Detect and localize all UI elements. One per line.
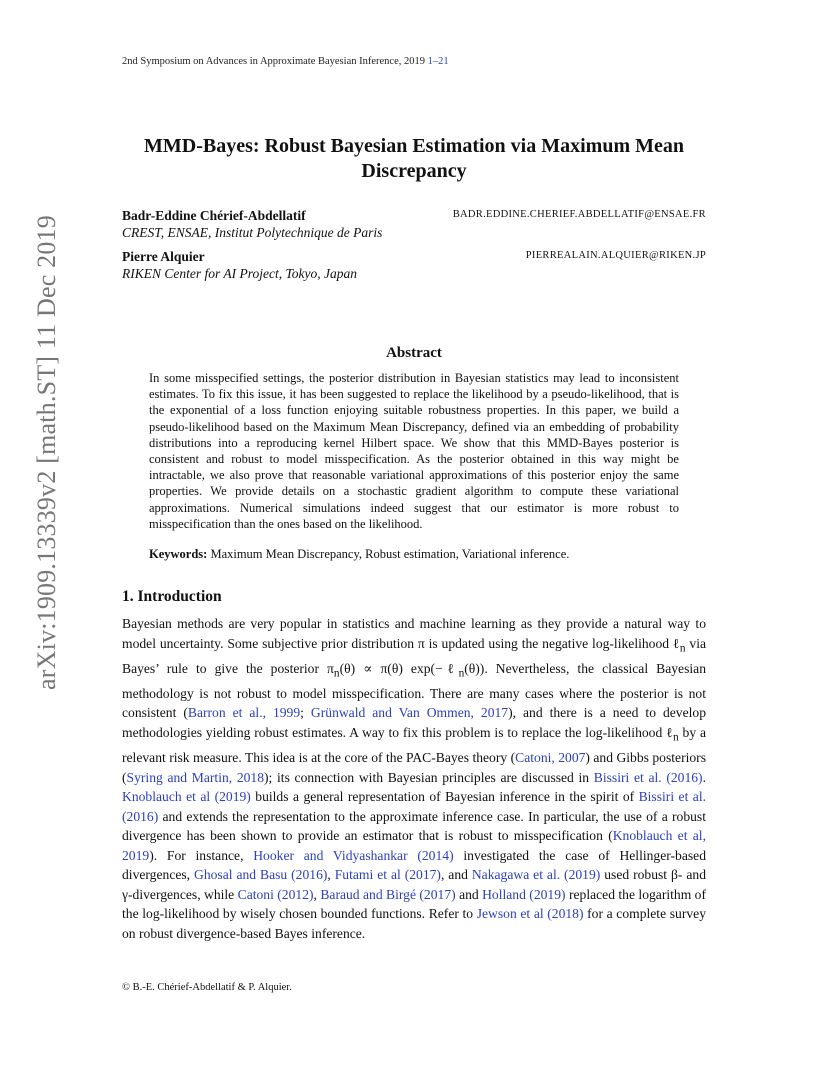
page-range-link[interactable]: 1–21 xyxy=(427,56,449,67)
author-affiliation: CREST, ENSAE, Institut Polytechnique de Paris xyxy=(122,225,383,240)
abstract-text: In some misspecified settings, the posterior distribution in Bayesian statistics may lead to inconsistent estimates. To fix this issue, it has been suggested to replace the likelihood by a pseudo-likelihood, that is the exponential of a loss function enjoying suitable robustness properties. In this paper, we build a pseudo-likelihood based on the Maximum Mean Discrepancy, defined via an embedding of probability distributions into a reproducing kernel Hilbert space. We show that this MMD-Bayes posterior is consistent and robust to model misspecification. As the posterior obtained in this way might be intractable, we also prove that reasonable variational approximations of this posterior enjoy the same properties. We provide details on a stochastic gradient algorithm to compute these variational approximations. Numerical simulations indeed suggest that our estimator is more robust to misspecification than the ones based on the likelihood. xyxy=(149,371,679,531)
author-email: PIERREALAIN.ALQUIER@RIKEN.JP xyxy=(525,250,706,261)
venue-text: 2nd Symposium on Advances in Approximate Bayesian Inference, 2019 xyxy=(122,56,428,67)
citation-link[interactable]: Bissiri et al. (2016) xyxy=(593,769,703,785)
section-heading: 1. Introduction xyxy=(122,588,222,605)
copyright-footer: © B.-E. Chérief-Abdellatif & P. Alquier. xyxy=(122,982,292,993)
citation-link[interactable]: Knoblauch et al, 2019 xyxy=(122,828,706,863)
arxiv-identifier: arXiv:1909.13339v2 [math.ST] 11 Dec 2019 xyxy=(32,215,61,690)
author-block-2 xyxy=(122,249,706,282)
citation-link[interactable]: Holland (2019) xyxy=(482,886,566,902)
citation-link[interactable]: Ghosal and Basu (2016) xyxy=(194,867,328,883)
author-name: Badr-Eddine Chérief-Abdellatif xyxy=(122,208,306,223)
citation-link[interactable]: Syring and Martin, 2018 xyxy=(126,769,265,785)
keywords xyxy=(149,547,679,562)
keywords-list: Maximum Mean Discrepancy, Robust estimation, Variational inference. xyxy=(210,547,570,561)
citation-link[interactable]: Nakagawa et al. (2019) xyxy=(471,867,601,883)
citation-link[interactable]: Barron et al., 1999 xyxy=(187,705,301,721)
citation-link[interactable]: Futami et al (2017) xyxy=(334,867,441,883)
citation-link[interactable]: Catoni, 2007 xyxy=(515,750,586,766)
author-email: BADR.EDDINE.CHERIEF.ABDELLATIF@ENSAE.FR xyxy=(452,209,706,220)
citation-link[interactable]: Grünwald and Van Ommen, 2017 xyxy=(310,705,509,721)
keywords-label: Keywords: xyxy=(149,547,208,561)
citation-link[interactable]: Baraud and Birgé (2017) xyxy=(320,886,456,902)
citation-link[interactable]: Catoni (2012) xyxy=(237,886,314,902)
running-header xyxy=(122,56,449,67)
abstract-heading: Abstract xyxy=(386,345,442,361)
author-affiliation: RIKEN Center for AI Project, Tokyo, Japan xyxy=(122,266,357,281)
citation-link[interactable]: Jewson et al (2018) xyxy=(476,906,584,922)
intro-paragraph: Bayesian methods are very popular in statistics and machine learning as they provide a natural way to model uncertainty. Some subjective prior distribution π is updated using the negative log-likelihood ℓ$_n$ via Bayes’ rule to give the posterior $\pi_n(\theta) \propto \pi(\theta)$ exp(−ℓ$_n$(θ)). Nevertheless, the classical Bayesian methodology is not robust to model misspecification. There are many cases where the posterior is not consistent (Barron et al., 1999; Grünwald and Van Ommen, 2017), and there is a need to develop methodologies yielding robust estimates. A way to fix this problem is to replace the log-likelihood ℓ$_n$ by a relevant risk measure. This idea is at the core of the PAC-Bayes theory (Catoni, 2007) and Gibbs posteriors (Syring and Martin, 2018); its connection with Bayesian principles are discussed in Bissiri et al. (2016). Knoblauch et al (2019) builds a general representation of Bayesian inference in the spirit of Bissiri et al. (2016) and extends the representation to the approximate inference case. In particular, the use of a robust divergence has been shown to provide an estimator that is robust to misspecification (Knoblauch et al, 2019). For instance, Hooker and Vidyashankar (2014) investigated the case of Hellinger-based divergences, Ghosal and Basu (2016), Futami et al (2017), and Nakagawa et al. (2019) used robust β- and γ-divergences, while Catoni (2012), Baraud and Birgé (2017) and Holland (2019) replaced the logarithm of the log-likelihood by wisely chosen bounded functions. Refer to Jewson et al (2018) for a complete survey on robust divergence-based Bayes inference. xyxy=(122,616,707,941)
paper-title: MMD-Bayes: Robust Bayesian Estimation via Maximum Mean Discrepancy xyxy=(144,135,684,182)
arxiv-sidebar xyxy=(10,215,61,690)
citation-link[interactable]: Hooker and Vidyashankar (2014) xyxy=(253,847,454,863)
citation-link[interactable]: Knoblauch et al (2019) xyxy=(122,789,251,805)
author-block-1 xyxy=(122,208,706,241)
author-name: Pierre Alquier xyxy=(122,249,205,264)
citation-link[interactable]: Bissiri et al. (2016) xyxy=(122,789,707,824)
